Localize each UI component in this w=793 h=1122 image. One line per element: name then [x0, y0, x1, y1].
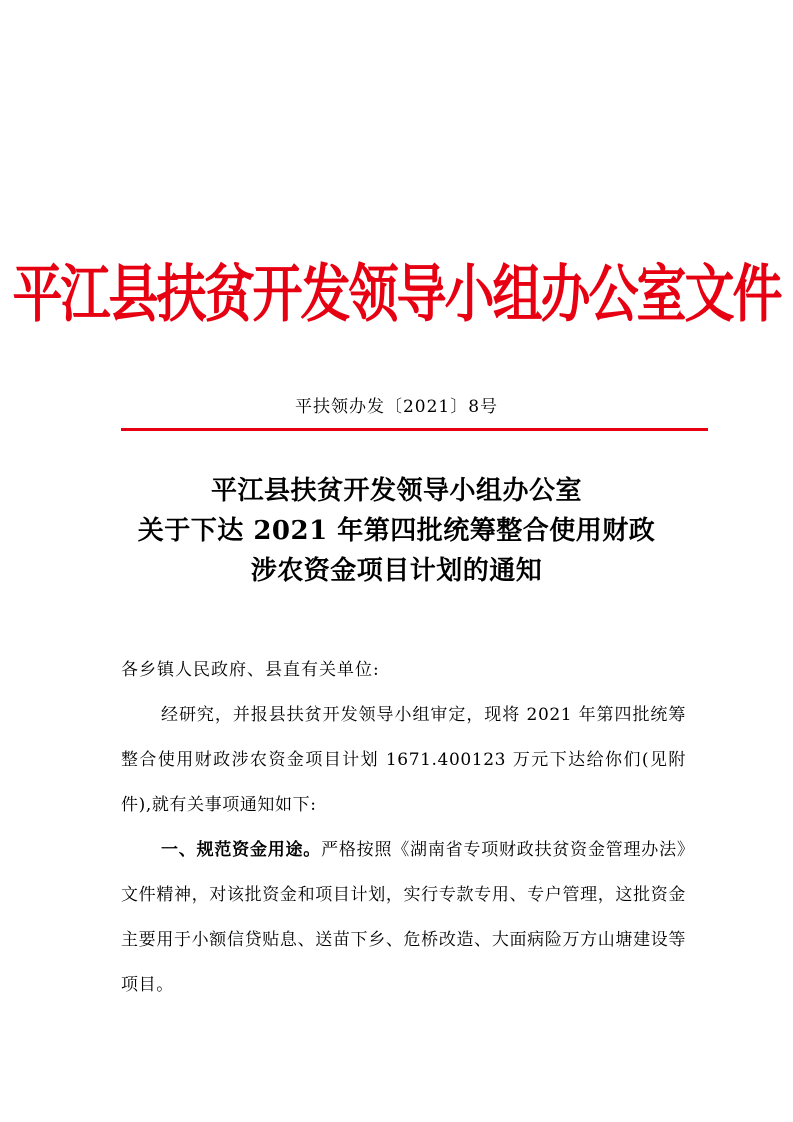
notice-title-line-2: 关于下达 2021 年第四批统筹整合使用财政: [137, 516, 656, 546]
notice-title-line-3: 涉农资金项目计划的通知: [250, 556, 543, 586]
section-1-text: 严格按照《湖南省专项财政扶贫资金管理办法》文件精神，对该批资金和项目计划，实行专款专用、专户管理，这批资金主要用于小额信贷贴息、送苗下乡、危桥改造、大面病险万方山塘建设等项目。: [121, 840, 686, 995]
document-number: 平扶领办发〔2021〕8号: [294, 397, 499, 417]
red-divider-line: [121, 428, 708, 431]
issuer-title: 平江县扶贫开发领导小组办公室文件: [12, 258, 781, 331]
notice-title: [0, 471, 793, 591]
notice-body: [121, 648, 686, 1008]
section-1-paragraph: [121, 828, 686, 1008]
notice-title-line-1: 平江县扶贫开发领导小组办公室: [210, 476, 582, 506]
intro-paragraph: 经研究，并报县扶贫开发领导小组审定，现将 2021 年第四批统筹整合使用财政涉农资金项目计划 1671.400123 万元下达给你们(见附件),就有关事项通知如下:: [121, 705, 686, 815]
salutation: 各乡镇人民政府、县直有关单位:: [121, 660, 380, 680]
section-1-heading: 一、规范资金用途。: [161, 840, 322, 860]
